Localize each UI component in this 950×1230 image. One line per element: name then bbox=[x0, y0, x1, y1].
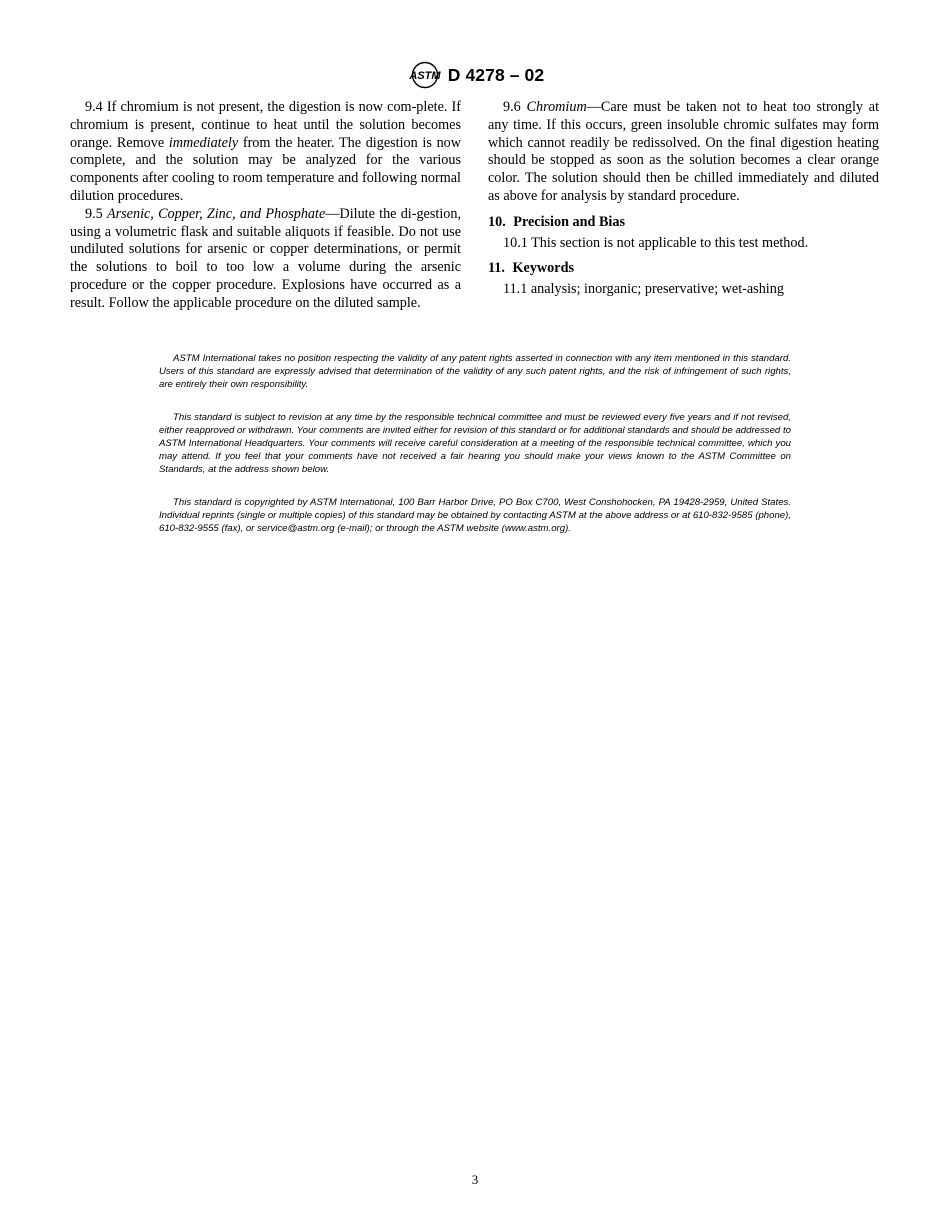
standard-designation: D 4278 – 02 bbox=[447, 64, 545, 85]
paragraph-text: —Care must be taken not to heat too strongly at any time. If this occurs, green insoluble chromic sulfates may form which cannot readily be redissolved. On the final digestion heating should be stopped as soon as the solution becomes a clear orange color. The solution should then be chilled immediately and diluted as above for analysis by standard procedure. bbox=[488, 99, 880, 204]
paragraph-9-6 bbox=[488, 99, 879, 206]
section-heading-precision-bias bbox=[488, 214, 879, 232]
copyright-notice: This standard is copyrighted by ASTM International, 100 Barr Harbor Drive, PO Box C700, West Conshohocken, PA 19428-2959, United States. Individual reprints (single or multiple copies) of this standard may be obtained by contacting ASTM at the above address or at 610-832-9585 (phone), 610-832-9555 (fax), or service@astm.org (e-mail); or through the ASTM website (www.astm.org). bbox=[159, 496, 791, 535]
paragraph-number: 9.5 bbox=[85, 205, 103, 222]
revision-notice: This standard is subject to revision at any time by the responsible technical committee and must be reviewed every five years and if not revised, either reapproved or withdrawn. Your comments are invited either for revision of this standard or for additional standards and should be addressed to ASTM International Headquarters. Your comments will receive careful consideration at a meeting of the responsible technical committee, which you may attend. If you feel that your comments have not received a fair hearing you should make your views known to the ASTM Committee on Standards, at the address shown below. bbox=[159, 411, 791, 476]
paragraph-text: This section is not applicable to this test method. bbox=[531, 234, 809, 251]
page-header bbox=[0, 60, 950, 90]
logo-text: ASTM bbox=[409, 70, 441, 82]
emphasis-text: immediately bbox=[168, 134, 239, 151]
patent-notice: ASTM International takes no position respecting the validity of any patent rights asserted in connection with any item mentioned in this standard. Users of this standard are expressly advised that determination of the validity of any such patent rights, and the risk of infringement of such rights, are entirely their own responsibility. bbox=[159, 353, 791, 391]
astm-logo bbox=[406, 61, 444, 89]
paragraph-number: 10.1 bbox=[503, 234, 528, 251]
page-number: 3 bbox=[471, 1172, 479, 1187]
right-column bbox=[488, 99, 879, 299]
paragraph-text: If chromium is not present, the digestion is now com-plete. If chromium is present, continue to heat until the solution becomes orange. Remove bbox=[70, 99, 462, 151]
paragraph-text: from the heater. The digestion is now complete, and the solution may be analyzed for the various components after cooling to room temperature and following normal dilution procedures. bbox=[70, 134, 461, 204]
section-title: Precision and Bias bbox=[513, 213, 625, 230]
paragraph-11-1 bbox=[488, 281, 879, 299]
footer-notes bbox=[159, 352, 791, 554]
paragraph-number: 9.6 bbox=[503, 99, 521, 115]
paragraph-9-5 bbox=[70, 206, 461, 313]
left-column bbox=[70, 99, 461, 313]
paragraph-10-1 bbox=[488, 235, 879, 253]
paragraph-number: 9.4 bbox=[85, 99, 103, 115]
paragraph-title: Chromium bbox=[526, 99, 587, 115]
section-heading-keywords bbox=[488, 260, 879, 278]
section-title: Keywords bbox=[512, 260, 574, 277]
paragraph-title: Arsenic, Copper, Zinc, and Phosphate bbox=[106, 205, 326, 222]
section-number: 10. bbox=[488, 213, 506, 230]
section-number: 11. bbox=[488, 260, 505, 277]
paragraph-number: 11.1 bbox=[503, 281, 528, 298]
paragraph-text: analysis; inorganic; preservative; wet-ashing bbox=[530, 281, 784, 298]
paragraph-9-4 bbox=[70, 99, 461, 206]
paragraph-text: —Dilute the di-gestion, using a volumetric flask and suitable aliquots if feasible. Do not use undiluted solutions for arsenic or copper determinations, or permit the solutions to boil to too low a volume during the arsenic procedure or the copper procedure. Explosions have occurred as a result. Follow the applicable procedure on the diluted sample. bbox=[70, 205, 461, 311]
